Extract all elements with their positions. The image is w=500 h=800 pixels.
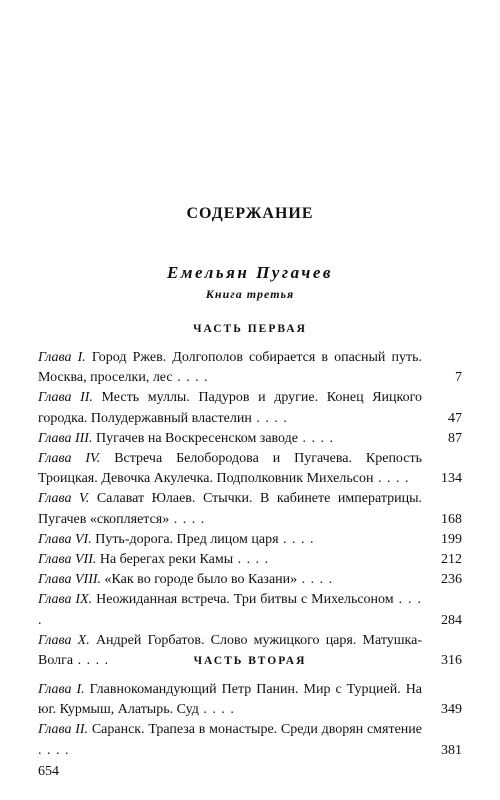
- toc-entry: [38, 348, 462, 388]
- dot-leader: . . . .: [172, 370, 209, 386]
- chapter-label: Глава II.: [38, 390, 93, 406]
- toc-entry-text: [38, 550, 422, 570]
- page-ref: 381: [441, 742, 462, 758]
- chapter-title: Месть муллы. Падуров и другие. Конец Яицкого городка. Полудержавный властелин: [38, 390, 422, 426]
- toc-entry: [38, 530, 462, 550]
- chapter-label: Глава X.: [38, 632, 90, 648]
- toc-entry-text: [38, 489, 422, 529]
- toc-part-one: [38, 348, 462, 671]
- toc-entry: [38, 680, 462, 720]
- toc-entry: [38, 550, 462, 570]
- toc-entry-text: [38, 570, 422, 590]
- toc-entry-text: [38, 680, 422, 720]
- toc-entry-text: [38, 449, 422, 489]
- dot-leader: . . . .: [297, 572, 334, 588]
- chapter-title: Город Ржев. Долгополов собирается в опасный путь. Москва, проселки, лес: [38, 350, 423, 386]
- toc-entry: [38, 449, 462, 489]
- toc-entry: [38, 590, 462, 630]
- chapter-label: Глава V.: [38, 491, 90, 507]
- dot-leader: . . . .: [38, 592, 423, 628]
- chapter-label: Глава I.: [38, 350, 86, 365]
- chapter-label: Глава VI.: [38, 531, 92, 547]
- chapter-title: Путь-дорога. Пред лицом царя: [95, 531, 279, 547]
- chapter-label: Глава VII.: [38, 552, 97, 568]
- chapter-title: Андрей Горбатов. Слово мужицкого царя. Матушка-Волга: [38, 632, 423, 669]
- dot-leader: . . . .: [278, 531, 315, 547]
- toc-entry-text: [38, 720, 422, 760]
- dot-leader: . . . .: [233, 552, 270, 568]
- dot-leader: . . . .: [198, 702, 235, 718]
- page-ref: 7: [455, 370, 462, 386]
- chapter-label: Глава III.: [38, 430, 93, 446]
- page-ref: 236: [441, 572, 462, 588]
- contents-heading: СОДЕРЖАНИЕ: [186, 205, 314, 222]
- chapter-title: Саранск. Трапеза в монастыре. Среди дворян смятение: [91, 722, 423, 738]
- chapter-label: Глава IV.: [38, 451, 101, 467]
- chapter-label: Глава II.: [38, 722, 89, 738]
- page-ref: 284: [441, 612, 462, 628]
- page-ref: 316: [441, 653, 462, 669]
- chapter-title: Салават Юлаев. Стычки. В кабинете императрицы. Пугачев «скопляется»: [38, 491, 422, 527]
- chapter-label: Глава I.: [38, 682, 85, 697]
- toc-entry: [38, 570, 462, 590]
- toc-entry-text: [38, 530, 422, 550]
- page-ref: 349: [441, 702, 462, 718]
- page-ref: 168: [441, 511, 462, 527]
- chapter-label: Глава IX.: [38, 592, 93, 608]
- chapter-title: Неожиданная встреча. Три битвы с Михельсоном: [96, 592, 394, 608]
- chapter-title: Встреча Белобородова и Пугачева. Крепость Троицкая. Девочка Акулечка. Подполковник Михельсон: [38, 451, 423, 487]
- chapter-title: На берегах реки Камы: [99, 552, 234, 568]
- page-ref: 199: [441, 531, 462, 547]
- page-number: 654: [38, 764, 59, 779]
- toc-entry: [38, 720, 462, 760]
- book-title: Емельян Пугачев: [167, 263, 333, 282]
- chapter-title: «Как во городе было во Казани»: [104, 572, 298, 588]
- toc-entry: [38, 388, 462, 428]
- toc-entry: [38, 489, 462, 529]
- page-ref: 87: [448, 430, 462, 446]
- toc-entry: [38, 429, 462, 449]
- page-ref: 212: [441, 552, 462, 568]
- chapter-title: Главнокомандующий Петр Панин. Мир с Турцией. На юг. Курмыш, Алатырь. Суд: [38, 682, 423, 718]
- page-ref: 47: [448, 410, 462, 426]
- dot-leader: . . . .: [298, 430, 334, 446]
- dot-leader: . . . .: [251, 410, 288, 426]
- dot-leader: . . . .: [73, 653, 110, 669]
- toc-part-two: [38, 680, 462, 761]
- part-two-title: ЧАСТЬ ВТОРАЯ: [193, 655, 307, 667]
- dot-leader: . . . .: [373, 471, 410, 487]
- toc-entry-text: [38, 429, 422, 449]
- chapter-title: Пугачев на Воскресенском заводе: [95, 430, 298, 446]
- dot-leader: . . . .: [38, 742, 70, 758]
- part-one-title: ЧАСТЬ ПЕРВАЯ: [193, 323, 307, 335]
- chapter-label: Глава VIII.: [38, 572, 102, 588]
- toc-entry-text: [38, 388, 422, 428]
- toc-entry-text: [38, 590, 422, 630]
- book-subtitle: Книга третья: [205, 287, 295, 301]
- dot-leader: . . . .: [169, 511, 206, 527]
- toc-entry-text: [38, 348, 422, 388]
- page-ref: 134: [441, 471, 462, 487]
